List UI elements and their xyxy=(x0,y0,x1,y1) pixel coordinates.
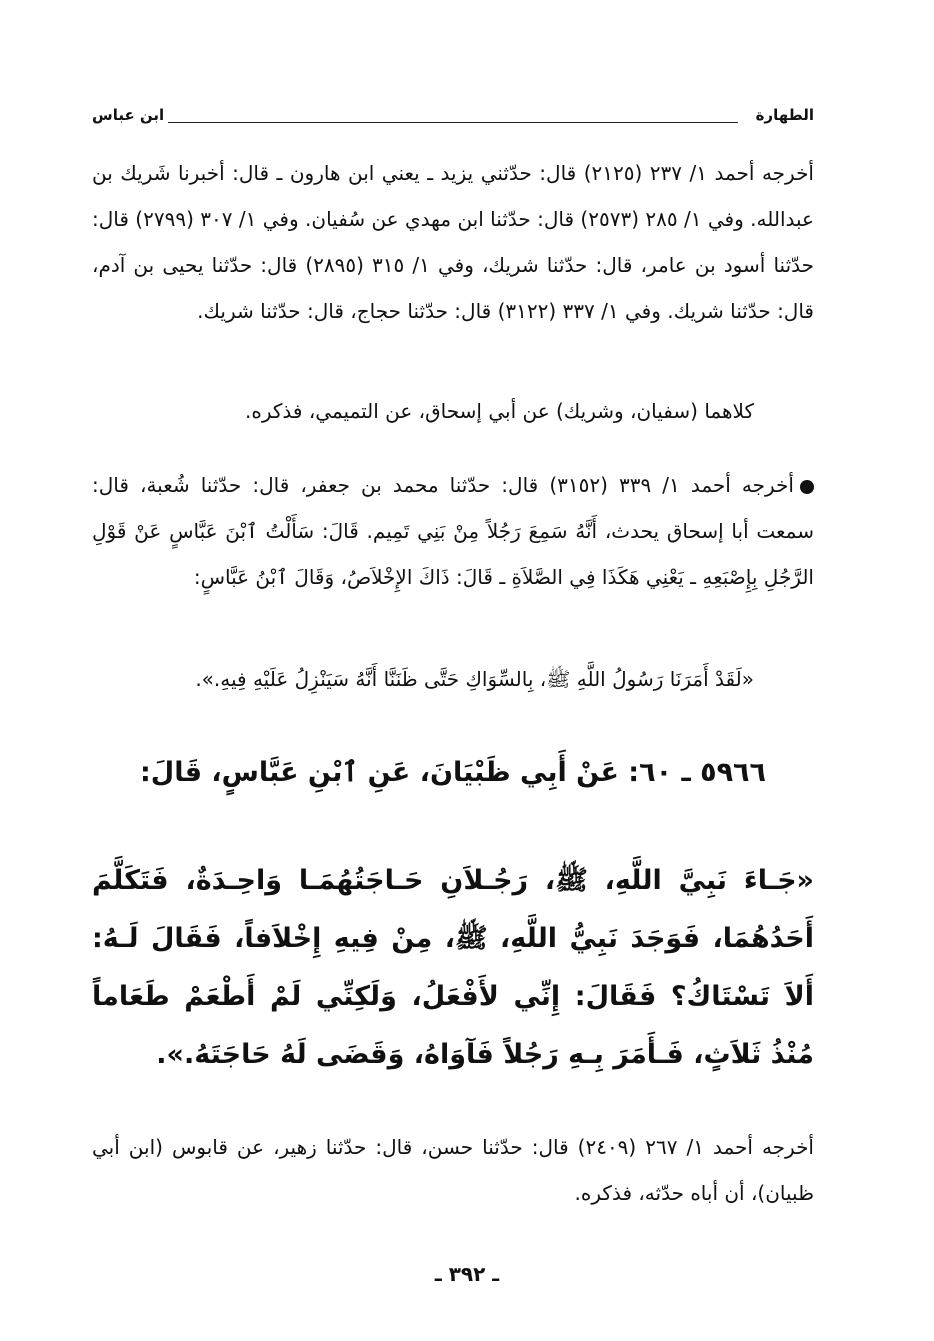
running-header xyxy=(92,104,814,134)
hadith-heading: ٥٩٦٦ ـ ٦٠: عَنْ أَبِي ظَبْيَانَ، عَنِ ٱبْنِ عَبَّاسٍ، قَالَ: xyxy=(139,757,767,788)
takhrij-paragraph-1: أخرجه أحمد ١/ ٢٣٧ (٢١٢٥) قال: حدّثني يزيد ـ يعني ابن هارون ـ قال: أخبرنا شَريك بن عبدالله. وفي ١/ ٢٨٥ (٢٥٧٣) قال: حدّثنا ابن مهدي عن سُفيان. وفي ١/ ٣٠٧ (٢٧٩٩) قال: حدّثنا أسود بن عامر، قال: حدّثنا شريك، وفي ١/ ٣١٥ (٢٨٩٥) قال: حدّثنا يحيى بن آدم، قال: حدّثنا شريك. وفي ١/ ٣٣٧ (٣١٢٢) قال: حدّثنا حجاج، قال: حدّثنا شريك. xyxy=(92,161,814,323)
takhrij-paragraph-3-text: أخرجه أحمد ١/ ٣٣٩ (٣١٥٢) قال: حدّثنا محمد بن جعفر، قال: حدّثنا شُعبة، قال: سمعت أبا إسحاق يحدث، أَنَّهُ سَمِعَ رَجُلاً مِنْ بَنِي تَمِيم. قَالَ: سَأَلْتُ ٱبْنَ عَبَّاسٍ عَنْ قَوْلِ الرَّجُلِ بِإِصْبَعِهِ ـ يَعْنِي هَكَذَا فِي الصَّلاَةِ ـ قَالَ: ذَاكَ الإِخْلاَصُ، وَقَالَ ٱبْنُ عَبَّاسٍ: xyxy=(92,473,814,589)
hadith-quote-siwak: «لَقَدْ أَمَرَنَا رَسُولُ اللَّهِ ﷺ، بِالسِّوَاكِ حَتَّى ظَنَنَّا أَنَّهُ سَيَنْزِلُ عَلَيْهِ فِيهِ.». xyxy=(195,667,754,691)
book-title: ابن عباس xyxy=(92,106,165,124)
bullet-icon xyxy=(800,480,814,494)
header-rule xyxy=(168,122,738,123)
takhrij-paragraph-4: أخرجه أحمد ١/ ٢٦٧ (٢٤٠٩) قال: حدّثنا حسن، قال: حدّثنا زهير، عن قابوس (ابن أبي ظبيان)، أن أباه حدّثه، فذكره. xyxy=(92,1135,814,1205)
takhrij-paragraph-3 xyxy=(92,462,814,600)
hadith-text: «جَـاءَ نَبِيَّ اللَّهِ، ﷺ، رَجُـلاَنِ حَـاجَتُهُمَـا وَاحِـدَةٌ، فَتَكَلَّمَ أَحَدُهُمَا، فَوَجَدَ نَبِيُّ اللَّهِ، ﷺ، مِنْ فِيهِ إِخْلاَفاً، فَقَالَ لَـهُ: أَلاَ تَسْتَاكُ؟ فَقَالَ: إِنِّي لأَفْعَلُ، وَلَكِنِّي لَمْ أَطْعَمْ طَعَاماً مُنْذُ ثَلاَثٍ، فَـأَمَرَ بِـهِ رَجُلاً فَآوَاهُ، وَقَضَى لَهُ حَاجَتَهُ.». xyxy=(92,865,814,1070)
takhrij-paragraph-2: كلاهما (سفيان، وشريك) عن أبي إسحاق، عن التميمي، فذكره. xyxy=(245,399,754,423)
chapter-title: الطهارة xyxy=(755,106,814,124)
page-number: ـ ٣٩٢ ـ xyxy=(434,1262,500,1286)
